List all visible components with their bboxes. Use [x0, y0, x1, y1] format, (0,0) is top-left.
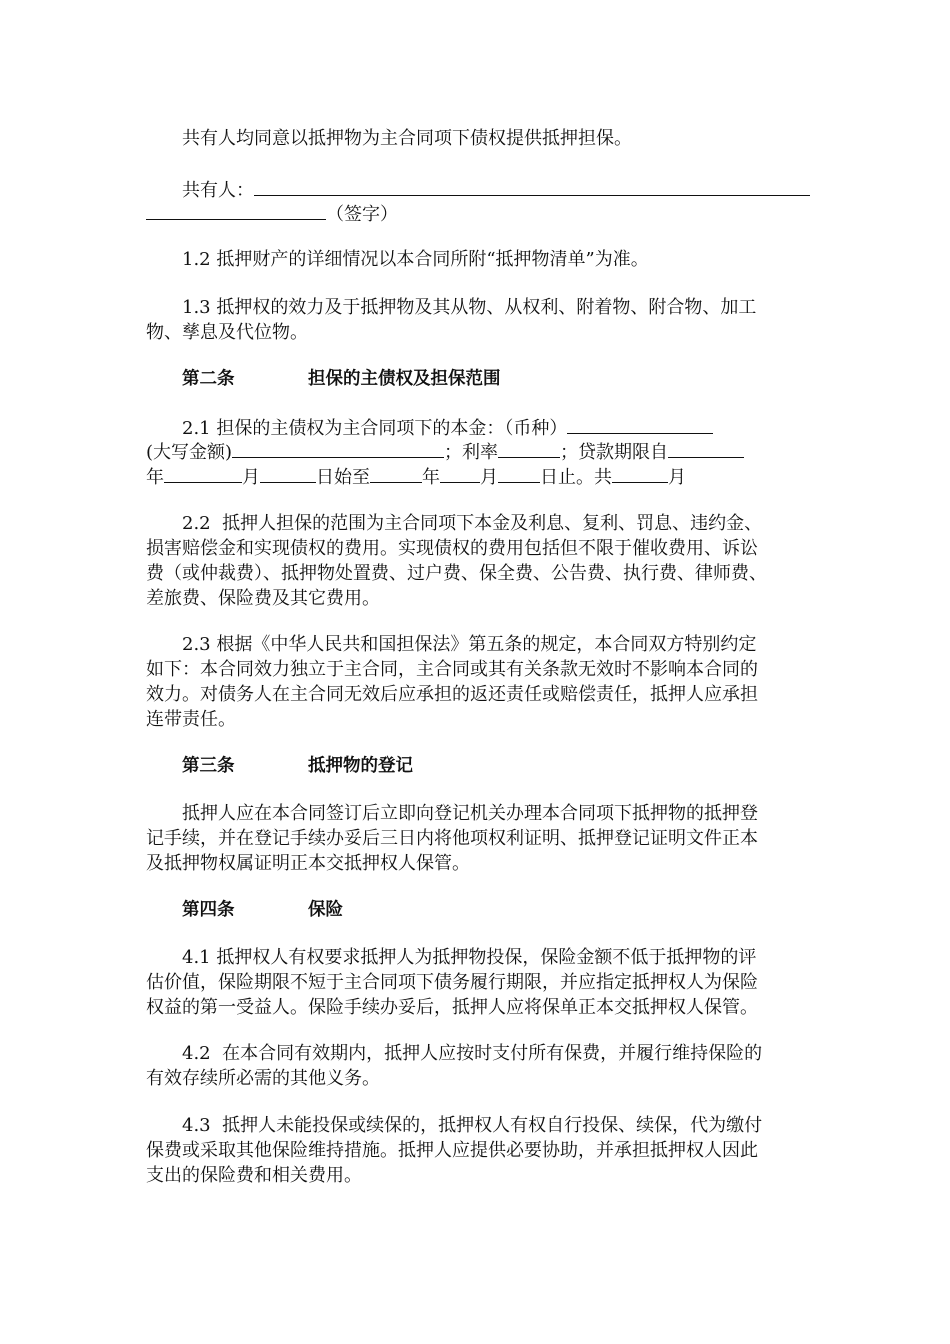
clause-4-1-line: 权益的第一受益人。保险手续办妥后，抵押人应将保单正本交抵押权人保管。 [146, 997, 758, 1018]
article-3-heading [182, 754, 816, 779]
signature-blank [146, 200, 326, 220]
clause-2-3-line: 2.3 根据《中华人民共和国担保法》第五条的规定，本合同双方特别约定 [182, 634, 757, 655]
clause-2-3-line: 效力。对债务人在主合同无效后应承担的返还责任或赔偿责任，抵押人应承担 [146, 684, 758, 705]
article-4-title: 保险 [308, 900, 343, 920]
clause-2-3-line: 如下：本合同效力独立于主合同，主合同或其有关条款无效时不影响本合同的 [146, 659, 758, 680]
day-end-label: 日止。共 [540, 467, 612, 488]
article-3-title: 抵押物的登记 [308, 756, 413, 776]
clause-2-1-line [146, 463, 816, 488]
clause-2-2-line: 损害赔偿金和实现债权的费用。实现债权的费用包括但不限于催收费用、诉讼 [146, 538, 758, 559]
clause-4-1-line: 4.1 抵押权人有权要求抵押人为抵押物投保，保险金额不低于抵押物的评 [182, 947, 757, 968]
sign-note: （签字） [326, 204, 398, 225]
clause-4-3-line: 4.3 抵押人未能投保或续保的，抵押权人有权自行投保、续保，代为缴付 [182, 1115, 763, 1136]
end-year-blank [370, 463, 422, 483]
amount-words-blank [232, 438, 444, 458]
clause-4-2-line: 4.2 在本合同有效期内，抵押人应按时支付所有保费，并履行维持保险的 [182, 1043, 763, 1064]
total-months-blank [612, 463, 668, 483]
start-year-blank [164, 463, 242, 483]
signature-line-2 [146, 200, 816, 225]
clause-4-1-line: 估价值，保险期限不短于主合同项下债务履行期限，并应指定抵押权人为保险 [146, 972, 758, 993]
clause-4-2-line: 有效存续所必需的其他义务。 [146, 1068, 380, 1089]
end-month-blank [440, 463, 480, 483]
day-to-label: 日始至 [316, 467, 370, 488]
rate-label: ；利率 [444, 442, 499, 463]
term-start-blank [668, 438, 744, 458]
month-label: 月 [480, 467, 498, 488]
clause-2-2-line: 2.2 抵押人担保的范围为主合同项下本金及利息、复利、罚息、违约金、 [182, 513, 763, 534]
currency-blank [567, 414, 713, 434]
term-label: ；贷款期限自 [560, 442, 669, 463]
article-2-number: 第二条 [182, 369, 235, 389]
amount-label: (大写金额) [146, 442, 233, 463]
clause-2-2-line: 费（或仲裁费）、抵押物处置费、过户费、保全费、公告费、执行费、律师费、 [146, 563, 767, 584]
coowner-label: 共有人： [182, 180, 254, 201]
coowner-signature-line [182, 176, 816, 201]
year-label: 年 [146, 467, 164, 488]
clause-4-3-line: 保费或采取其他保险维持措施。抵押人应提供必要协助，并承担抵押权人因此 [146, 1140, 758, 1161]
article-3-number: 第三条 [182, 756, 235, 776]
clause-2-2-line: 差旅费、保险费及其它费用。 [146, 588, 380, 609]
year-label: 年 [422, 467, 440, 488]
article-4-heading [182, 898, 816, 923]
start-month-blank [260, 463, 316, 483]
article-3-body-line: 抵押人应在本合同签订后立即向登记机关办理本合同项下抵押物的抵押登 [182, 803, 758, 824]
month-label: 月 [668, 467, 686, 488]
article-3-body-line: 记手续，并在登记手续办妥后三日内将他项权利证明、抵押登记证明文件正本 [146, 828, 758, 849]
clause-1-3-line: 物、孳息及代位物。 [146, 322, 308, 343]
principal-intro: 2.1 担保的主债权为主合同项下的本金：（币种） [182, 418, 568, 439]
clause-2-3-line: 连带责任。 [146, 709, 236, 730]
article-2-heading [182, 367, 816, 392]
article-3-body-line: 及抵押物权属证明正本交抵押权人保管。 [146, 853, 470, 874]
end-day-blank [498, 463, 540, 483]
article-2-title: 担保的主债权及担保范围 [308, 369, 501, 389]
rate-blank [498, 438, 560, 458]
clause-4-3-line: 支出的保险费和相关费用。 [146, 1165, 362, 1186]
clause-1-3-line: 1.3 抵押权的效力及于抵押物及其从物、从权利、附着物、附合物、加工 [182, 297, 757, 318]
coowner-name-blank [254, 176, 810, 196]
clause-2-1-line [146, 438, 816, 463]
clause-2-1-line [182, 414, 816, 439]
article-4-number: 第四条 [182, 900, 235, 920]
clause-1-2: 1.2 抵押财产的详细情况以本合同所附“抵押物清单”为准。 [182, 249, 649, 270]
month-label: 月 [242, 467, 260, 488]
coowner-consent-text: 共有人均同意以抵押物为主合同项下债权提供抵押担保。 [182, 128, 632, 149]
